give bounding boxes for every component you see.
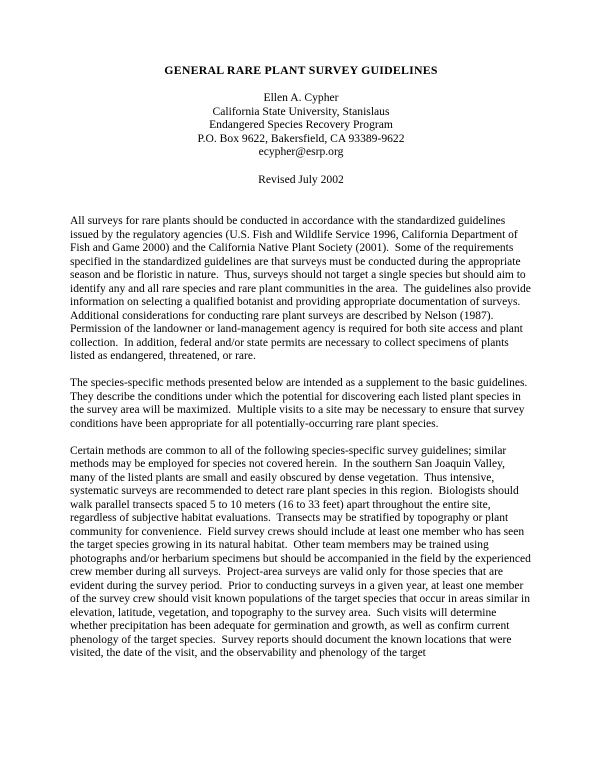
paragraph-1: All surveys for rare plants should be conducted in accordance with the standardized guidelines issued by the regulatory agencies (U.S. Fish and Wildlife Service 1996, California Department of Fish and Game 2000) and the California Native Plant Society (2001). Some of the requirements specified in the standardized guidelines are that surveys must be conducted during the appropriate season and be floristic in nature. Thus, surveys should not target a single species but should aim to identify any and all rare species and rare plant communities in the area. The guidelines also provide information on selecting a qualified botanist and providing appropriate documentation of surveys. Additional considerations for conducting rare plant surveys are described by Nelson (1987). Permission of the landowner or land-management agency is required for both site access and plant collection. In addition, federal and/or state permits are necessary to collect specimens of plants listed as endangered, threatened, or rare. (70, 215, 534, 362)
author-email: ecypher@esrp.org (258, 145, 344, 158)
author-affiliation: California State University, Stanislaus (212, 104, 390, 118)
document-body (70, 215, 532, 661)
author-name: Ellen A. Cypher (263, 91, 339, 104)
revision-date: Revised July 2002 (258, 172, 344, 186)
document-title: GENERAL RARE PLANT SURVEY GUIDELINES (164, 63, 438, 77)
paragraph-2: The species-specific methods presented below are intended as a supplement to the basic guidelines. They describe the conditions under which the potential for discovering each listed plant species in the survey area will be maximized. Multiple visits to a site may be necessary to ensure that survey conditions have been appropriate for all potentially-occurring rare plant species. (70, 377, 533, 430)
author-block (70, 91, 532, 159)
author-address: P.O. Box 9622, Bakersfield, CA 93389-9622 (197, 131, 405, 145)
paragraph-3: Certain methods are common to all of the following species-specific survey guidelines; similar methods may be employed for species not covered herein. In the southern San Joaquin Valley, many of the listed plants are small and easily obscured by dense vegetation. Thus intensive, systematic surveys are recommended to detect rare plant species in this region. Biologists should walk parallel transects spaced 5 to 10 meters (16 to 33 feet) apart throughout the entire site, regardless of subjective habitat evaluations. Transects may be stratified by topography or plant community for convenience. Field survey crews should include at least one member who has seen the target species growing in its natural habitat. Other team members may be trained using photographs and/or herbarium specimens but should be accompanied in the field by the experienced crew member during all surveys. Project-area surveys are valid only for those species that are evident during the survey period. Prior to conducting surveys in a given year, at least one member of the survey crew should visit known populations of the target species that occur in areas similar in elevation, latitude, vegetation, and topography to the survey area. Such visits will determine whether precipitation has been adequate for germination and growth, as well as confirm current phenology of the target species. Survey reports should document the known locations that were visited, the date of the visit, and the observability and phenology of the target (70, 444, 534, 659)
author-program: Endangered Species Recovery Program (209, 118, 393, 131)
